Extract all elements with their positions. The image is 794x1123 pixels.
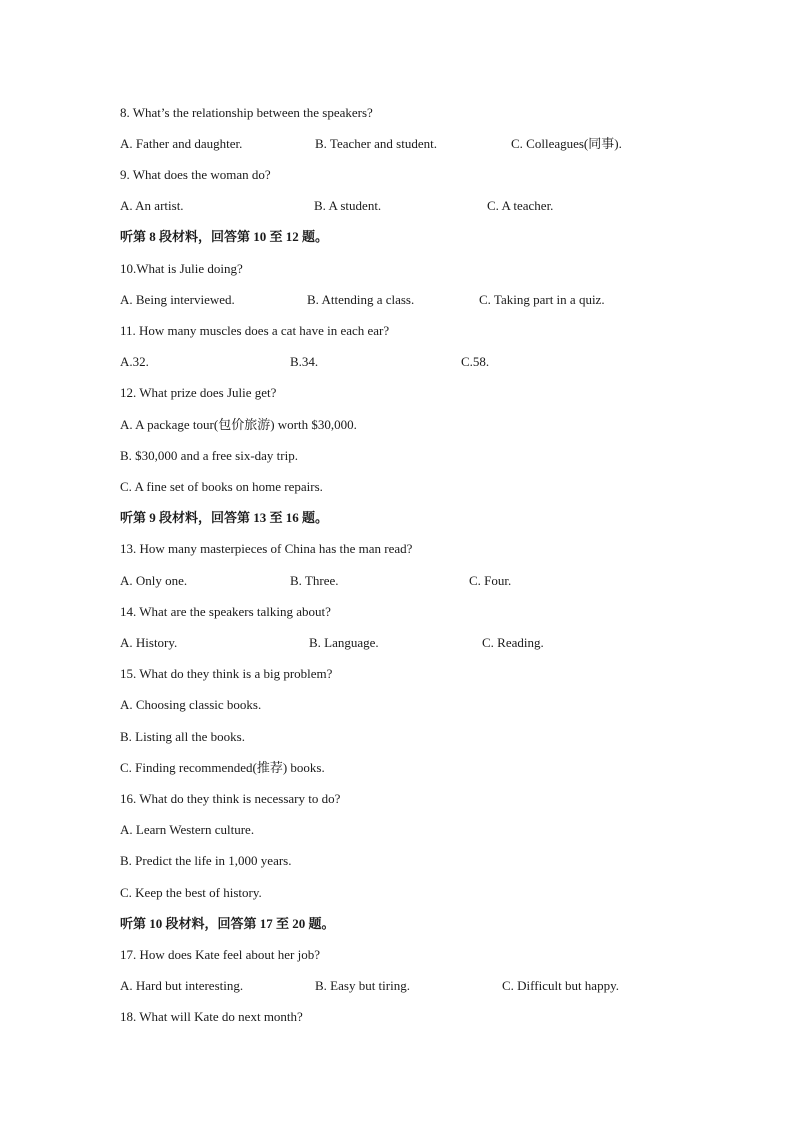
question-9: 9. What does the woman do?: [120, 167, 271, 182]
q12-option-a: A. A package tour(包价旅游) worth $30,000.: [120, 417, 357, 432]
question-10: 10.What is Julie doing?: [120, 261, 243, 276]
q9-option-c: C. A teacher.: [487, 198, 554, 213]
question-11: 11. How many muscles does a cat have in each ear?: [120, 323, 390, 338]
q13-option-b: B. Three.: [290, 573, 339, 588]
section-9-heading: 听第 9 段材料，回答第 13 至 16 题。: [120, 510, 329, 525]
question-13: 13. How many masterpieces of China has the man read?: [120, 541, 413, 556]
q17-option-c: C. Difficult but happy.: [502, 978, 619, 993]
q16-option-a: A. Learn Western culture.: [120, 822, 255, 837]
question-18: 18. What will Kate do next month?: [120, 1009, 303, 1024]
q12-option-b: B. $30,000 and a free six-day trip.: [120, 448, 298, 463]
q10-option-b: B. Attending a class.: [307, 292, 415, 307]
q9-option-a: A. An artist.: [120, 198, 184, 213]
q12-option-c: C. A fine set of books on home repairs.: [120, 479, 323, 494]
q15-option-c: C. Finding recommended(推荐) books.: [120, 760, 325, 775]
q11-option-a: A.32.: [120, 354, 149, 369]
q17-option-a: A. Hard but interesting.: [120, 978, 244, 993]
question-16: 16. What do they think is necessary to do?: [120, 791, 341, 806]
q13-option-c: C. Four.: [469, 573, 512, 588]
q17-option-b: B. Easy but tiring.: [315, 978, 410, 993]
q8-option-a: A. Father and daughter.: [120, 136, 243, 151]
q13-option-a: A. Only one.: [120, 573, 188, 588]
q11-option-c: C.58.: [461, 354, 490, 369]
q14-option-a: A. History.: [120, 635, 178, 650]
section-8-heading: 听第 8 段材料，回答第 10 至 12 题。: [120, 229, 329, 244]
q8-option-b: B. Teacher and student.: [315, 136, 437, 151]
q10-option-a: A. Being interviewed.: [120, 292, 235, 307]
q14-option-b: B. Language.: [309, 635, 379, 650]
q11-option-b: B.34.: [290, 354, 319, 369]
section-10-heading: 听第 10 段材料，回答第 17 至 20 题。: [120, 916, 335, 931]
q16-option-b: B. Predict the life in 1,000 years.: [120, 853, 292, 868]
q15-option-a: A. Choosing classic books.: [120, 697, 262, 712]
q9-option-b: B. A student.: [314, 198, 382, 213]
question-17: 17. How does Kate feel about her job?: [120, 947, 320, 962]
question-12: 12. What prize does Julie get?: [120, 385, 277, 400]
q10-option-c: C. Taking part in a quiz.: [479, 292, 605, 307]
q8-option-c: C. Colleagues(同事).: [511, 136, 622, 151]
q16-option-c: C. Keep the best of history.: [120, 885, 262, 900]
q14-option-c: C. Reading.: [482, 635, 544, 650]
q15-option-b: B. Listing all the books.: [120, 729, 245, 744]
question-8: 8. What’s the relationship between the speakers?: [120, 105, 373, 120]
question-14: 14. What are the speakers talking about?: [120, 604, 331, 619]
question-15: 15. What do they think is a big problem?: [120, 666, 333, 681]
